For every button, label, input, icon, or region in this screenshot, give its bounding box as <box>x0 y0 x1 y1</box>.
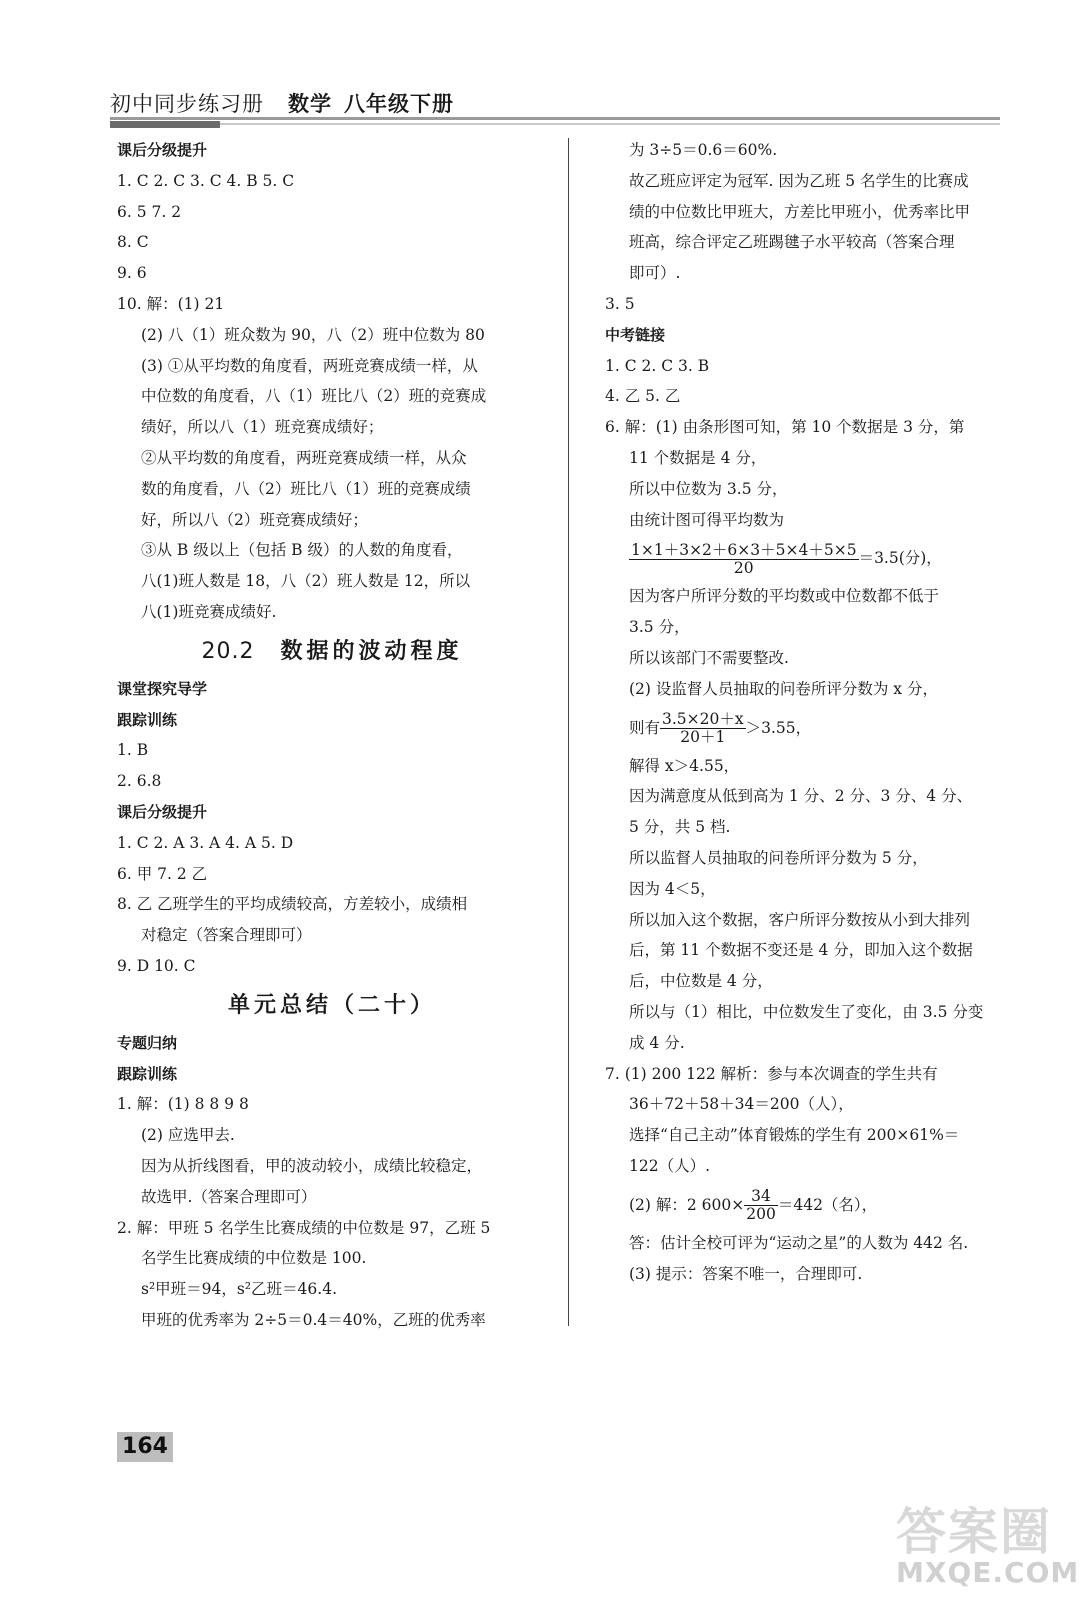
right-column <box>605 135 1015 1289</box>
unit-summary-title <box>117 982 547 1028</box>
answer-line: 4. 乙 5. 乙 <box>605 387 681 406</box>
section-heading: 跟踪训练 <box>117 710 178 729</box>
answer-line: 因为客户所评分数的平均数或中位数都不低于 <box>629 587 940 606</box>
fraction <box>660 711 746 746</box>
answer-line: 故乙班应评定为冠军. 因为乙班 5 名学生的比赛成 <box>629 171 969 190</box>
answer-line: ②从平均数的角度看，两班竞赛成绩一样，从众 <box>141 448 467 467</box>
subject-label: 数学 <box>288 92 332 116</box>
formula-line <box>605 705 1015 751</box>
denominator: 200 <box>746 1205 776 1224</box>
answer-line: 122（人）. <box>629 1156 711 1175</box>
answer-line: 1. B <box>117 741 149 760</box>
section-name: 数据的波动程度 <box>280 637 463 664</box>
answer-line: 3.5 分， <box>629 618 690 637</box>
fraction <box>744 1188 778 1223</box>
watermark-site: MXQE.COM <box>896 1556 1080 1589</box>
answer-line: 1. C 2. A 3. A 4. A 5. D <box>117 833 294 852</box>
answer-line: s²甲班＝94，s²乙班＝46.4. <box>141 1280 337 1299</box>
formula-result: ＞3.55， <box>745 718 812 737</box>
answer-line: 1. 解：(1) 8 8 9 8 <box>117 1095 249 1114</box>
numerator: 1×1＋3×2＋6×3＋5×4＋5×5 <box>631 540 857 559</box>
answer-line: 所以加入这个数据，客户所评分数按从小到大排列 <box>629 910 971 929</box>
answer-line: 1. C 2. C 3. B <box>605 356 710 375</box>
formula-line <box>605 535 1015 581</box>
answer-line: 8. 乙 乙班学生的平均成绩较高，方差较小，成绩相 <box>117 895 468 914</box>
answer-line: 成 4 分. <box>629 1033 685 1052</box>
answer-line: 选择“自己主动”体育锻炼的学生有 200×61%＝ <box>629 1126 960 1145</box>
section-heading: 课堂探究导学 <box>117 679 208 698</box>
answer-line: (2) 八（1）班众数为 90，八（2）班中位数为 80 <box>141 325 485 344</box>
answer-line: 所以监督人员抽取的问卷所评分数为 5 分， <box>629 848 928 867</box>
answer-line: 36＋72＋58＋34＝200（人）， <box>629 1095 854 1114</box>
answer-line: 绩好，所以八（1）班竞赛成绩好； <box>141 418 384 437</box>
answer-line: (3) ①从平均数的角度看，两班竞赛成绩一样，从 <box>141 356 478 375</box>
answer-line: 后，中位数是 4 分， <box>629 972 773 991</box>
answer-line: 故选甲.（答案合理即可） <box>141 1187 317 1206</box>
answer-line: 答：估计全校可评为“运动之星”的人数为 442 名. <box>629 1233 969 1252</box>
answer-line: 班高，综合评定乙班踢毽子水平较高（答案合理 <box>629 233 955 252</box>
section-heading: 中考链接 <box>605 325 666 344</box>
answer-line: 数的角度看，八（2）班比八（1）班的竞赛成绩 <box>141 479 471 498</box>
answer-line: 7. (1) 200 122 解析：参与本次调查的学生共有 <box>605 1064 938 1083</box>
answer-line: 好，所以八（2）班竞赛成绩好； <box>141 510 368 529</box>
numerator: 3.5×20＋x <box>662 710 744 728</box>
answer-line: (3) 提示：答案不唯一，合理即可. <box>629 1264 863 1283</box>
denominator: 20＋1 <box>680 728 726 747</box>
column-divider <box>568 138 569 1326</box>
formula-prefix: 则有 <box>629 718 661 737</box>
left-column <box>117 135 547 1336</box>
answer-line: 解得 x＞4.55， <box>629 756 740 775</box>
answer-line: 5 分，共 5 档. <box>629 818 731 837</box>
book-title: 初中同步练习册 <box>110 92 264 116</box>
formula-prefix: (2) 解：2 600× <box>629 1195 745 1214</box>
answer-line: 即可）. <box>629 264 681 283</box>
answer-line: 所以该部门不需要整改. <box>629 648 789 667</box>
grade-label: 八年级下册 <box>344 92 454 116</box>
watermark-text: 答案圈 <box>896 1503 1052 1561</box>
section-name: 单元总结（二十） <box>227 991 436 1018</box>
answer-line: 中位数的角度看，八（1）班比八（2）班的竞赛成 <box>141 387 487 406</box>
answer-line: 10. 解：(1) 21 <box>117 294 225 313</box>
answer-line: 因为从折线图看，甲的波动较小，成绩比较稳定， <box>141 1156 483 1175</box>
answer-line: ③从 B 级以上（包括 B 级）的人数的角度看， <box>141 541 463 560</box>
answer-line: 2. 解：甲班 5 名学生比赛成绩的中位数是 97，乙班 5 <box>117 1218 491 1237</box>
answer-line: 名学生比赛成绩的中位数是 100. <box>141 1249 367 1268</box>
answer-line: 6. 甲 7. 2 乙 <box>117 864 208 883</box>
answer-line: 9. 6 <box>117 264 147 283</box>
answer-line: 由统计图可得平均数为 <box>629 510 785 529</box>
section-heading: 课后分级提升 <box>117 802 208 821</box>
numerator: 34 <box>744 1188 778 1206</box>
answer-line: 6. 解：(1) 由条形图可知，第 10 个数据是 3 分，第 <box>605 418 965 437</box>
answer-line: 因为满意度从低到高为 1 分、2 分、3 分、4 分、 <box>629 787 973 806</box>
answer-line: 1. C 2. C 3. C 4. B 5. C <box>117 171 295 190</box>
answer-line: (2) 应选甲去. <box>141 1126 235 1145</box>
answer-line: 所以与（1）相比，中位数发生了变化，由 3.5 分变 <box>629 1002 984 1021</box>
section-number: 20.2 <box>201 638 255 664</box>
answer-line: 绩的中位数比甲班大，方差比甲班小，优秀率比甲 <box>629 202 971 221</box>
answer-line: 2. 6.8 <box>117 772 162 791</box>
answer-line: 8. C <box>117 233 149 252</box>
answer-line: 3. 5 <box>605 294 635 313</box>
section-heading: 课后分级提升 <box>117 141 208 159</box>
answer-line: 八(1)班人数是 18，八（2）班人数是 12，所以 <box>141 572 471 591</box>
answer-line: 所以中位数为 3.5 分， <box>629 479 788 498</box>
page-number: 164 <box>117 1432 173 1462</box>
answer-line: 后，第 11 个数据不变还是 4 分，即加入这个数据 <box>629 941 973 960</box>
denominator: 20 <box>733 558 754 577</box>
running-header <box>110 88 454 118</box>
header-rule-accent <box>110 121 220 128</box>
answer-line: 11 个数据是 4 分， <box>629 448 767 467</box>
section-heading: 跟踪训练 <box>117 1064 178 1083</box>
answer-line: 八(1)班竞赛成绩好. <box>141 602 277 621</box>
answer-line: 对稳定（答案合理即可） <box>141 926 312 945</box>
section-title <box>117 628 547 674</box>
section-heading: 专题归纳 <box>117 1033 178 1052</box>
answer-line: 6. 5 7. 2 <box>117 202 182 221</box>
answer-line: 为 3÷5＝0.6＝60%. <box>629 141 778 159</box>
answer-line: 因为 4＜5， <box>629 879 716 898</box>
header-rule <box>110 117 1000 120</box>
formula-line <box>605 1182 1015 1228</box>
fraction <box>629 542 859 577</box>
watermark-logo <box>896 1492 1080 1592</box>
answer-line: 9. D 10. C <box>117 956 196 975</box>
formula-result: ＝442（名）， <box>777 1195 878 1214</box>
header-rule-light <box>220 123 1000 125</box>
answer-line: (2) 设监督人员抽取的问卷所评分数为 x 分， <box>629 679 938 698</box>
formula-result: ＝3.5(分)， <box>858 549 942 568</box>
answer-line: 甲班的优秀率为 2÷5＝0.4＝40%，乙班的优秀率 <box>141 1310 486 1329</box>
